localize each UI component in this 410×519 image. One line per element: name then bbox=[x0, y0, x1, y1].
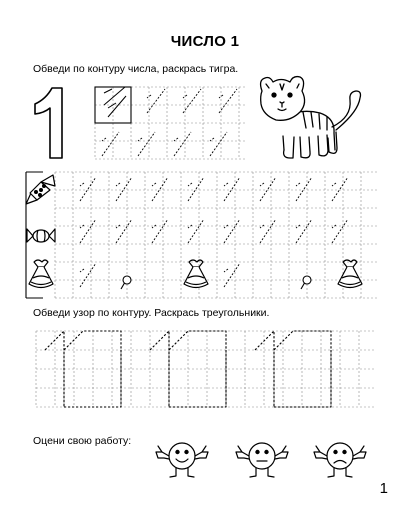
neutral-face-icon bbox=[236, 443, 288, 477]
page-number: 1 bbox=[379, 480, 388, 497]
candy-bag-icon bbox=[29, 260, 53, 288]
instruction-trace: Обведи по контуру числа, раскрась тигра. bbox=[33, 63, 239, 75]
trace-ones-row2 bbox=[80, 219, 348, 243]
wrapped-candy-icon bbox=[27, 229, 55, 242]
middle-grid bbox=[55, 172, 378, 298]
sad-face-icon bbox=[314, 443, 366, 477]
self-assessment-label: Оцени свою работу: bbox=[33, 435, 132, 447]
lollipop-icon bbox=[121, 276, 131, 289]
trace-ones-row1 bbox=[80, 177, 348, 201]
happy-face-icon bbox=[156, 443, 208, 477]
wrapped-candy-icon bbox=[26, 175, 55, 204]
lollipop-icon bbox=[301, 276, 311, 289]
candy-bag-icon bbox=[184, 260, 208, 288]
tiger-icon bbox=[261, 77, 361, 158]
outlined-number-1 bbox=[35, 88, 62, 158]
pattern-grid bbox=[36, 331, 376, 407]
page-title: ЧИСЛО 1 bbox=[170, 33, 240, 50]
example-digit bbox=[104, 87, 126, 117]
candy-bag-icon bbox=[338, 260, 362, 288]
trace-ones-row3 bbox=[80, 263, 240, 287]
instruction-pattern: Обведи узор по контуру. Раскрась треугольники. bbox=[33, 307, 270, 319]
